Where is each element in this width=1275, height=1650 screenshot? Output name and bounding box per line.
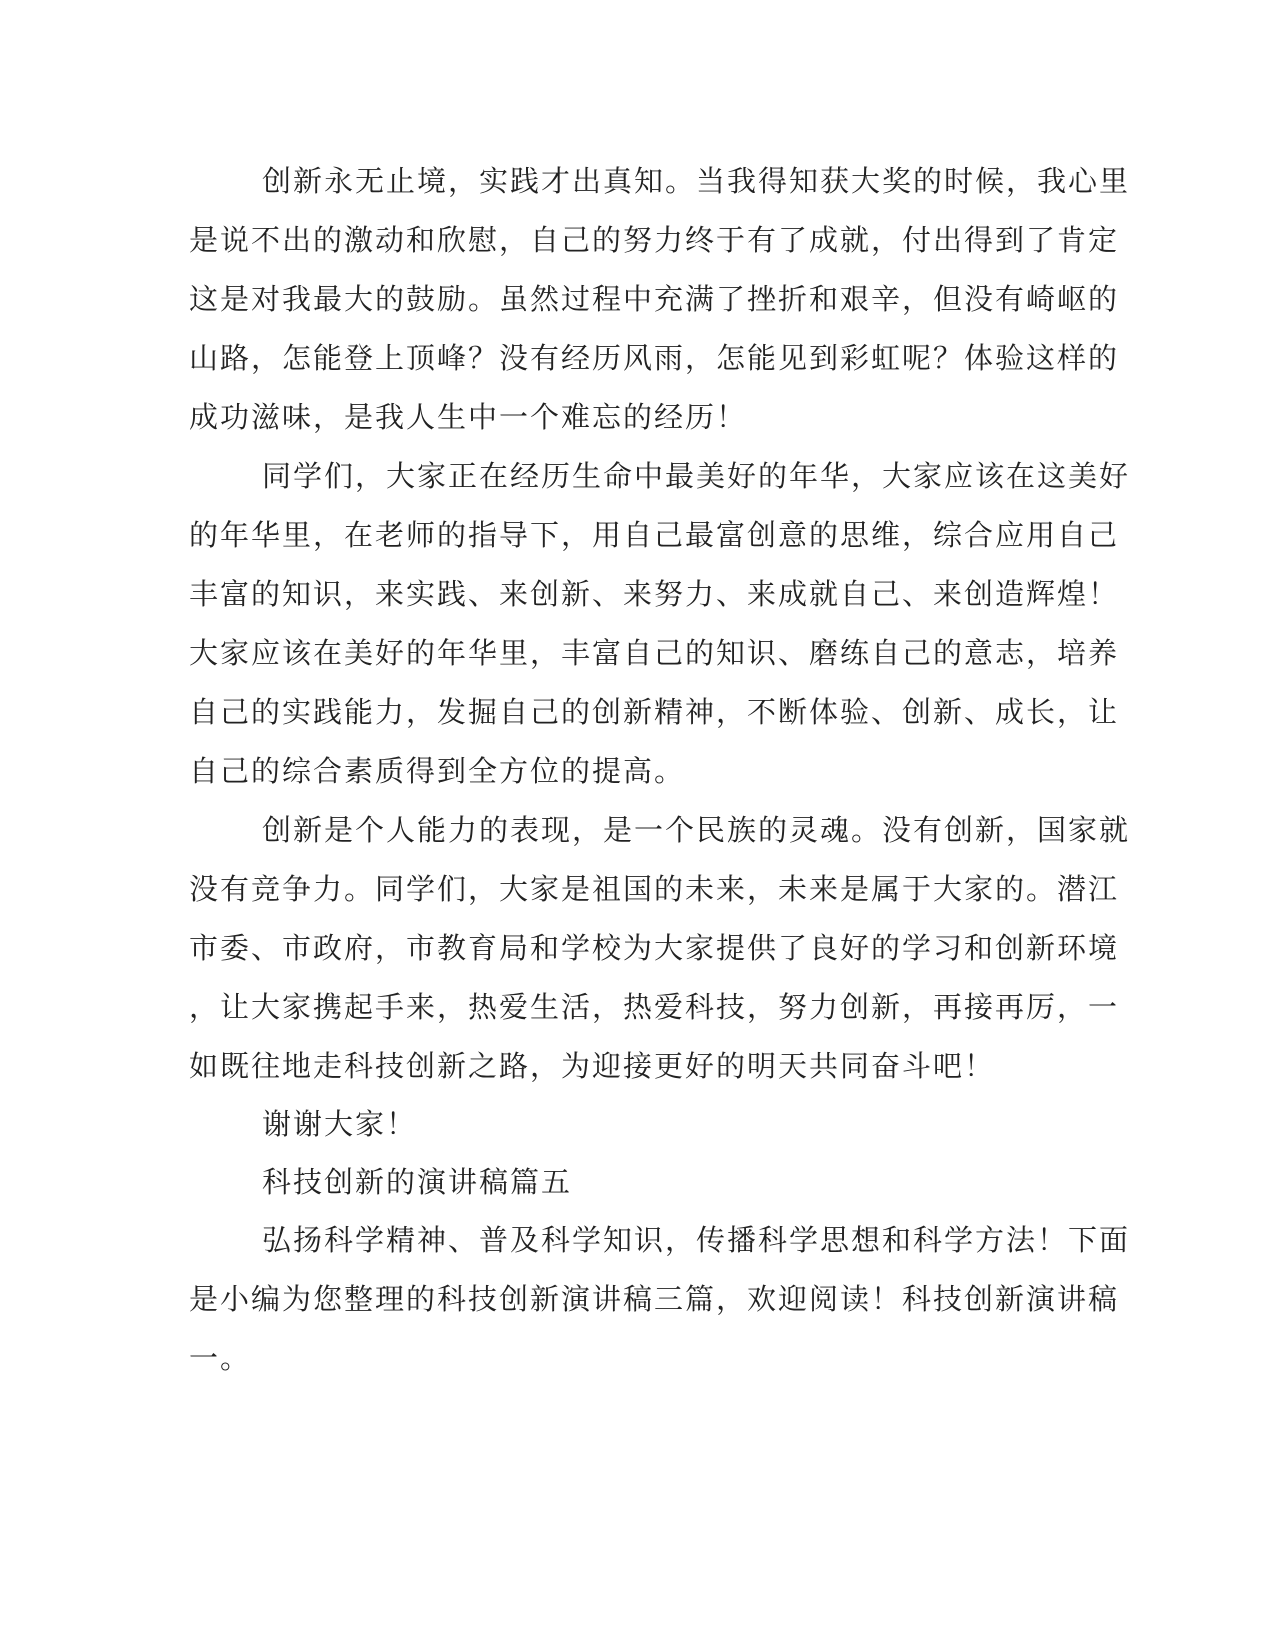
- paragraph-3-line-4: ，让大家携起手来，热爱生活，热爱科技，努力创新，再接再厉，一: [189, 990, 1120, 1024]
- paragraph-4-line-2: 是小编为您整理的科技创新演讲稿三篇，欢迎阅读！科技创新演讲稿: [189, 1282, 1120, 1316]
- paragraph-2-line-5: 自己的实践能力，发掘自己的创新精神，不断体验、创新、成长，让: [189, 695, 1120, 729]
- paragraph-3-line-2: 没有竞争力。同学们，大家是祖国的未来，未来是属于大家的。潜江: [189, 872, 1120, 906]
- closing-thanks: 谢谢大家！: [262, 1107, 418, 1141]
- paragraph-1-line-5: 成功滋味，是我人生中一个难忘的经历！: [189, 400, 748, 434]
- paragraph-2-line-6: 自己的综合素质得到全方位的提高。: [189, 754, 686, 788]
- paragraph-2-line-3: 丰富的知识，来实践、来创新、来努力、来成就自己、来创造辉煌！: [189, 577, 1120, 611]
- paragraph-2-line-4: 大家应该在美好的年华里，丰富自己的知识、磨练自己的意志，培养: [189, 636, 1120, 670]
- paragraph-1-line-2: 是说不出的激动和欣慰，自己的努力终于有了成就，付出得到了肯定: [189, 223, 1120, 257]
- paragraph-1-line-1: 创新永无止境，实践才出真知。当我得知获大奖的时候，我心里: [262, 164, 1131, 198]
- paragraph-2-line-2: 的年华里，在老师的指导下，用自己最富创意的思维，综合应用自己: [189, 518, 1120, 552]
- paragraph-3-line-5: 如既往地走科技创新之路，为迎接更好的明天共同奋斗吧！: [189, 1049, 996, 1083]
- paragraph-4-line-3: 一。: [189, 1341, 252, 1375]
- paragraph-3-line-1: 创新是个人能力的表现，是一个民族的灵魂。没有创新，国家就: [262, 813, 1131, 847]
- paragraph-3-line-3: 市委、市政府，市教育局和学校为大家提供了良好的学习和创新环境: [189, 931, 1120, 965]
- paragraph-4-line-1: 弘扬科学精神、普及科学知识，传播科学思想和科学方法！下面: [262, 1223, 1131, 1257]
- paragraph-1-line-3: 这是对我最大的鼓励。虽然过程中充满了挫折和艰辛，但没有崎岖的: [189, 282, 1120, 316]
- section-heading: 科技创新的演讲稿篇五: [262, 1165, 573, 1199]
- paragraph-1-line-4: 山路，怎能登上顶峰？没有经历风雨，怎能见到彩虹呢？体验这样的: [189, 341, 1120, 375]
- paragraph-2-line-1: 同学们，大家正在经历生命中最美好的年华，大家应该在这美好: [262, 459, 1131, 493]
